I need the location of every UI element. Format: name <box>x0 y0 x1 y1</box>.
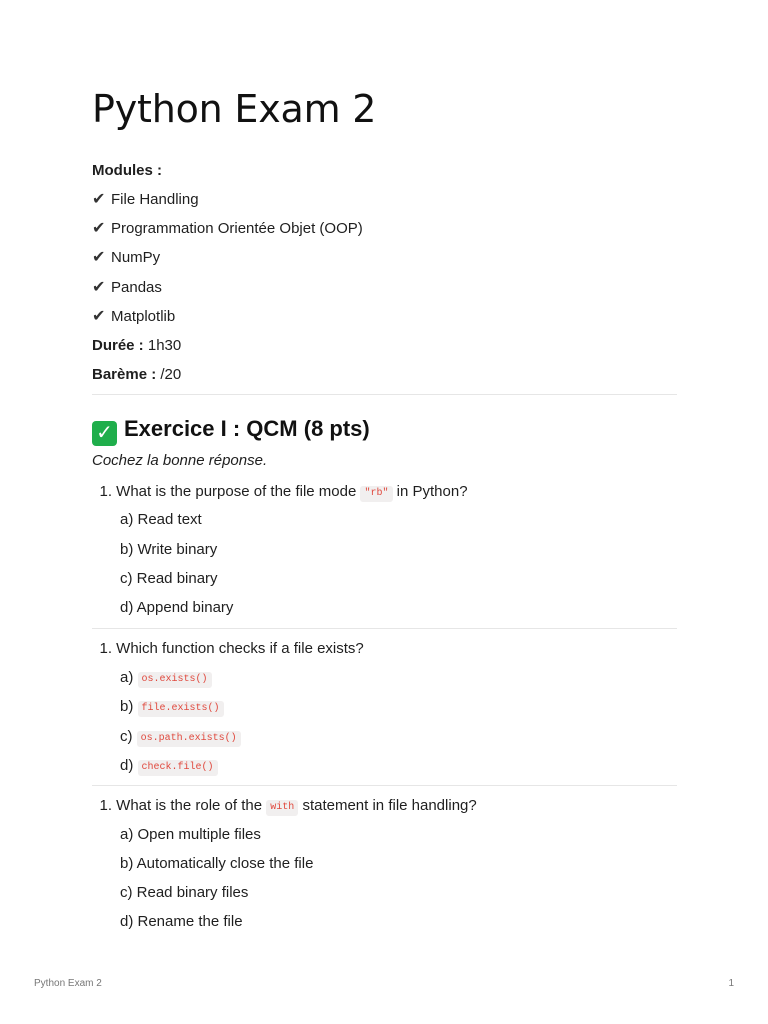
answer-option: b) Write binary <box>120 541 218 558</box>
question-3: 1. What is the role of the with statement in file handling? <box>99 797 477 814</box>
code-snippet: os.path.exists() <box>137 731 241 747</box>
module-item: ✔ Programmation Orientée Objet (OOP) <box>92 220 363 237</box>
check-icon: ✔ <box>92 191 106 208</box>
duration-line: Durée : 1h30 <box>92 337 182 354</box>
code-snippet: file.exists() <box>138 701 224 717</box>
question-2: 1. Which function checks if a file exists? <box>99 640 364 657</box>
page-number: 1 <box>728 978 734 989</box>
answer-option: d) check.file() <box>120 756 218 776</box>
code-snippet: check.file() <box>138 760 218 776</box>
answer-option: a) Open multiple files <box>120 826 261 843</box>
answer-option: c) Read binary <box>120 570 218 587</box>
answer-option: d) Rename the file <box>120 913 243 930</box>
scale-line: Barème : /20 <box>92 366 182 383</box>
answer-option: c) os.path.exists() <box>120 727 241 747</box>
code-snippet: "rb" <box>360 486 392 502</box>
divider <box>92 785 677 786</box>
modules-label: Modules : <box>92 162 162 179</box>
exercise-instruction: Cochez la bonne réponse. <box>92 452 268 469</box>
divider <box>92 628 677 629</box>
exercise-heading: ✓ Exercice I : QCM (8 pts) <box>92 415 370 446</box>
check-mark-button-icon: ✓ <box>92 421 117 446</box>
check-icon: ✔ <box>92 220 106 237</box>
answer-option: a) Read text <box>120 511 202 528</box>
code-snippet: with <box>266 800 298 816</box>
check-icon: ✔ <box>92 249 106 266</box>
footer-title: Python Exam 2 <box>34 978 102 989</box>
check-icon: ✔ <box>92 279 106 296</box>
answer-option: a) os.exists() <box>120 668 212 688</box>
check-icon: ✔ <box>92 308 106 325</box>
answer-option: b) file.exists() <box>120 697 224 717</box>
page-title: Python Exam 2 <box>92 87 377 131</box>
answer-option: c) Read binary files <box>120 884 249 901</box>
answer-option: d) Append binary <box>120 599 234 616</box>
module-item: ✔ Matplotlib <box>92 308 176 325</box>
module-item: ✔ NumPy <box>92 249 161 266</box>
module-item: ✔ File Handling <box>92 191 199 208</box>
module-item: ✔ Pandas <box>92 279 162 296</box>
question-1: 1. What is the purpose of the file mode "rb" in Python? <box>99 483 468 500</box>
answer-option: b) Automatically close the file <box>120 855 314 872</box>
code-snippet: os.exists() <box>138 672 212 688</box>
divider <box>92 394 677 395</box>
